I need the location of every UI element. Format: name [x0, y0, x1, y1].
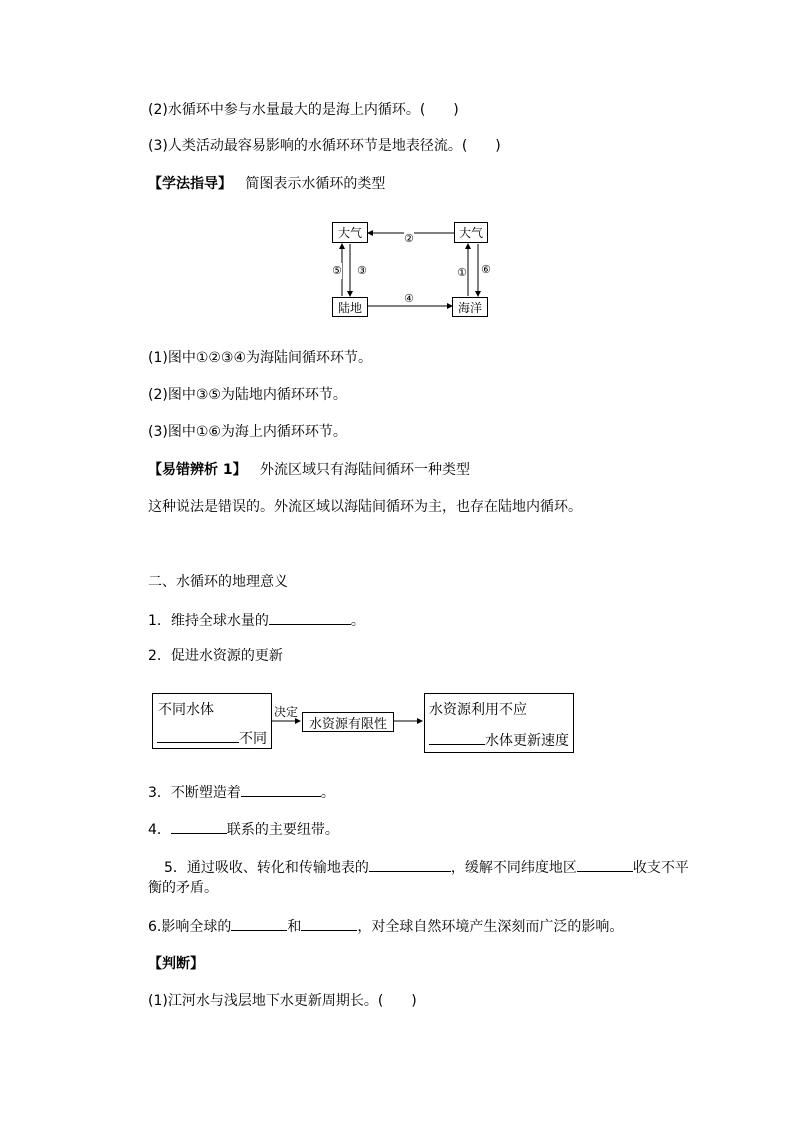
item-6: [148, 915, 623, 937]
blank-1: [269, 609, 351, 625]
item-6-mid: 和: [287, 919, 302, 935]
study-guide-heading: [148, 174, 385, 194]
study-guide-title: 简图表示水循环的类型: [245, 176, 386, 192]
label-1: ①: [457, 266, 467, 279]
item-4-end: 联系的主要纽带。: [226, 822, 339, 838]
judge-1: (1)江河水与浅层地下水更新周期长。( ): [148, 993, 417, 1009]
item-3: [148, 781, 335, 803]
judge-heading: 【判断】: [148, 956, 204, 972]
item-6-text: 6.影响全球的: [148, 919, 232, 935]
flow-box1-line: [157, 727, 267, 747]
item-6-end: ，对全球自然环境产生深刻而广泛的影响。: [357, 919, 624, 935]
item-1: [148, 609, 365, 631]
item-1-text: 1．维持全球水量的: [148, 613, 269, 629]
blank-6b: [301, 915, 357, 931]
error-analysis-body: 这种说法是错误的。外流区域以海陆间循环为主，也存在陆地内循环。: [148, 499, 582, 515]
flow-diagram: [148, 688, 578, 758]
flow-box1-title: 不同水体: [158, 702, 214, 718]
flow-box-water-bodies: [152, 693, 272, 749]
point-2: (2)图中③⑤为陆地内循环环节。: [148, 387, 347, 403]
flow-box3-line: [429, 729, 569, 749]
question-2: (2)水循环中参与水量最大的是海上内循环。( ): [148, 102, 459, 118]
label-2: ②: [404, 232, 414, 245]
blank-flow-2: [429, 729, 485, 745]
study-guide-tag: 【学法指导】: [148, 176, 232, 192]
point-1: (1)图中①②③④为海陆间循环环节。: [148, 350, 373, 366]
item-5: [164, 856, 689, 878]
item-4: [148, 818, 339, 840]
section-heading: 二、水循环的地理意义: [148, 574, 288, 590]
item-5-cont: 衡的矛盾。: [148, 880, 218, 896]
error-analysis-title: 外流区域只有海陆间循环一种类型: [259, 462, 470, 478]
item-1-end: 。: [350, 613, 365, 629]
flow-box1-suffix: 不同: [239, 731, 267, 747]
question-3: (3)人类活动最容易影响的水循环环节是地表径流。( ): [148, 138, 501, 154]
ocean-box: 海洋: [452, 297, 488, 317]
item-5-mid: ，缓解不同纬度地区: [450, 860, 577, 876]
label-6: ⑥: [481, 263, 491, 276]
item-4-text: 4．: [148, 822, 171, 838]
blank-4: [171, 818, 227, 834]
flow-box-limited: 水资源有限性: [302, 712, 394, 732]
item-3-end: 。: [320, 785, 335, 801]
item-3-text: 3．不断塑造着: [148, 785, 241, 801]
water-cycle-diagram: [320, 218, 500, 320]
blank-3: [241, 781, 321, 797]
flow-box3-suffix: 水体更新速度: [485, 733, 569, 749]
flow-box3-title: 水资源利用不应: [429, 702, 527, 718]
error-analysis-tag: 【易错辨析 1】: [148, 462, 247, 478]
label-4: ④: [404, 292, 414, 305]
error-analysis-heading: [148, 460, 470, 480]
item-2: 2．促进水资源的更新: [148, 648, 283, 664]
blank-6a: [231, 915, 287, 931]
blank-5b: [577, 856, 633, 872]
blank-flow-1: [157, 727, 239, 743]
flow-arrow-label: 决定: [274, 705, 299, 719]
point-3: (3)图中①⑥为海上内循环环节。: [148, 424, 347, 440]
label-3: ③: [357, 264, 367, 277]
land-box: 陆地: [332, 297, 368, 317]
label-5: ⑤: [332, 264, 342, 277]
atmosphere-left-box: 大气: [332, 222, 368, 243]
atmosphere-right-box: 大气: [454, 222, 488, 243]
item-5-text: 5．通过吸收、转化和传输地表的: [164, 860, 369, 876]
blank-5a: [369, 856, 451, 872]
item-5-end: 收支不平: [632, 860, 689, 876]
flow-box-utilization: [424, 693, 574, 753]
